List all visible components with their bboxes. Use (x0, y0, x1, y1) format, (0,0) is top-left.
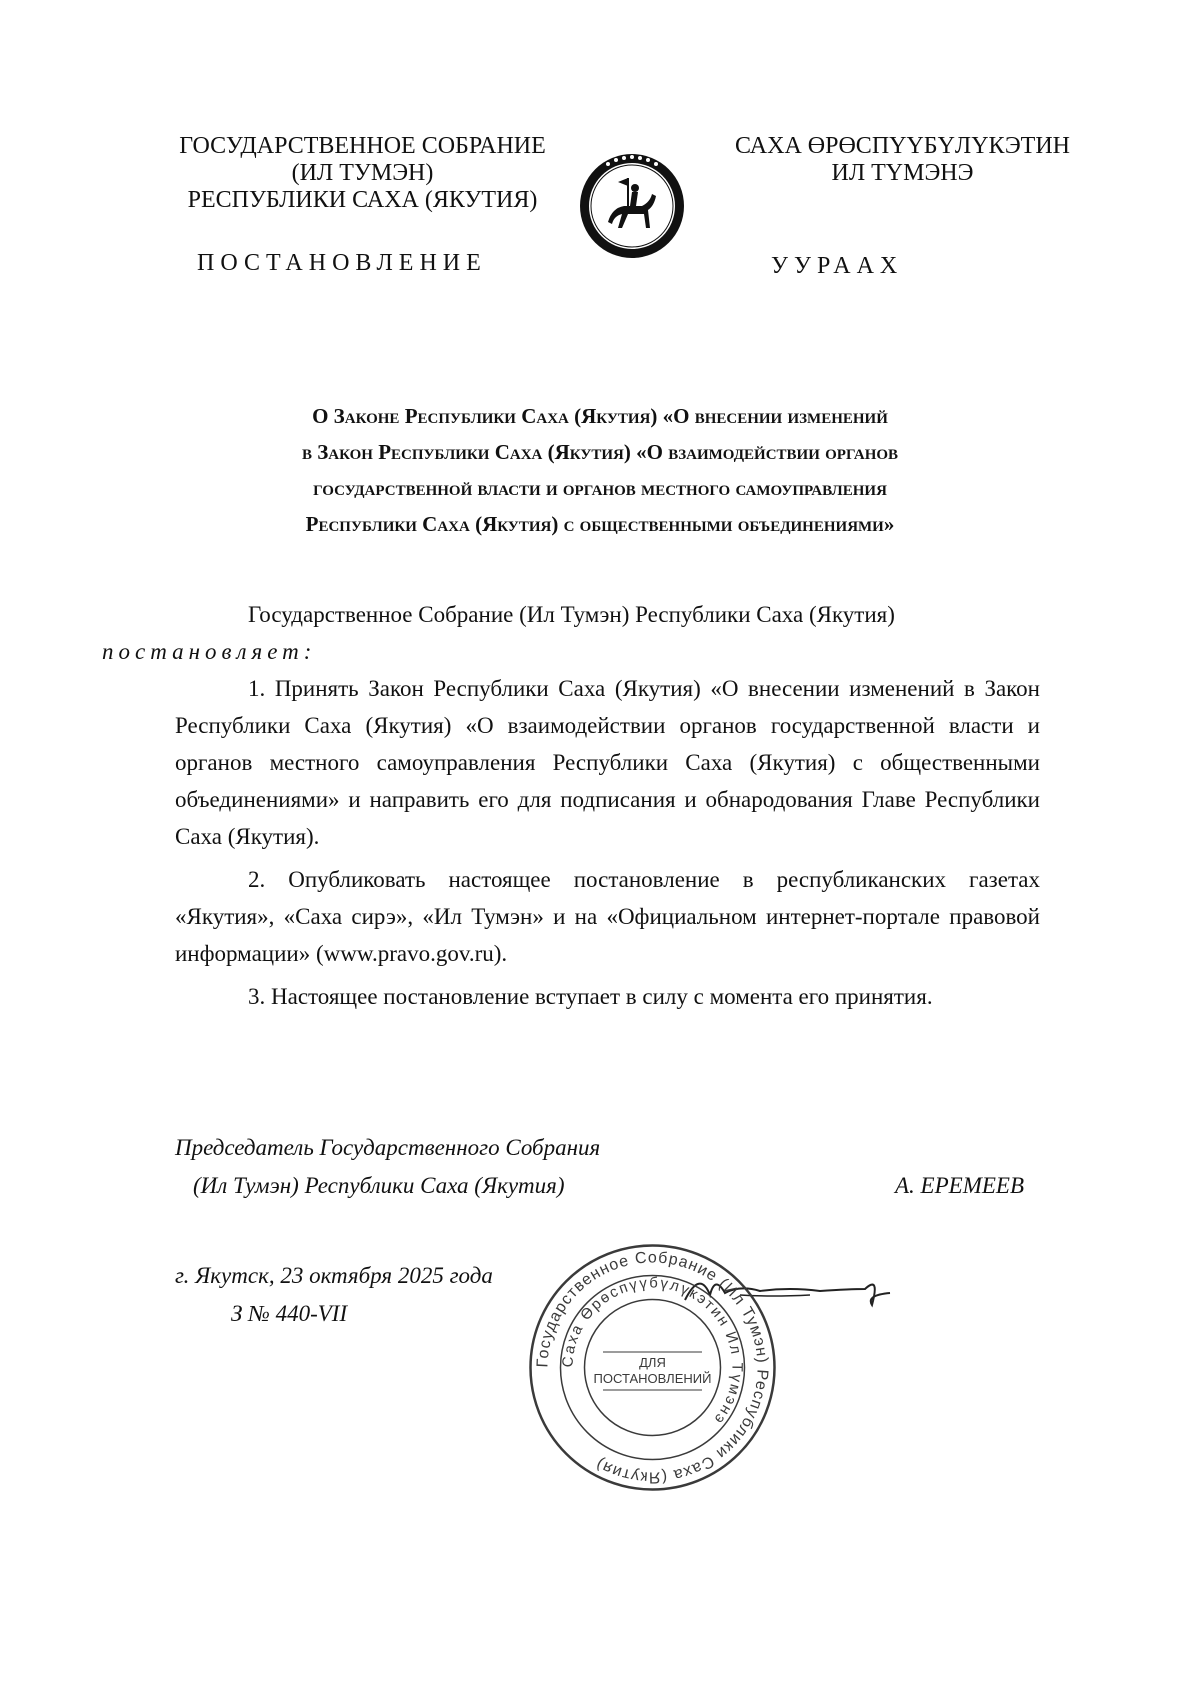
issuer-ru-line3: РЕСПУБЛИКИ САХА (ЯКУТИЯ) (187, 187, 538, 213)
stamp-inner-text: Саха Өрөспүүбүлүкэтин Ил Түмэнэ (559, 1274, 746, 1429)
signatory-position-line1: Председатель Государственного Собрания (175, 1135, 601, 1160)
title-line2: в Закон Республики Саха (Якутия) «О взаимодействии органов (301, 440, 899, 464)
stamp-center-line2: ПОСТАНОВЛЕНИЙ (593, 1371, 712, 1386)
document-title (200, 398, 1000, 542)
item-2: 2. Опубликовать настоящее постановление в республиканских газетах «Якутия», «Саха сирэ», «Ил Тумэн» и на «Официальном интернет-портале правовой информации» (www.pravo.gov.ru). (175, 867, 1040, 966)
issuer-sakha (715, 133, 1090, 187)
stamp-center-line1: ДЛЯ (639, 1355, 666, 1370)
issuer-ru-line1: ГОСУДАРСТВЕННОЕ СОБРАНИЕ (179, 133, 546, 159)
intro-paragraph (102, 596, 1040, 670)
resolves-text: постановляет: (102, 639, 317, 664)
official-stamp-icon (525, 1240, 780, 1495)
title-line3: государственной власти и органов местного самоуправления (313, 476, 887, 500)
title-line4: Республики Саха (Якутия) с общественными объединениями» (305, 512, 895, 536)
document-body (102, 596, 1040, 1015)
item-1: 1. Принять Закон Республики Саха (Якутия) «О внесении изменений в Закон Республики Саха (Якутия) «О взаимодействии органов государственной власти и органов местного самоуправления Республики Саха (Якутия) с общественными объединениями» и направить его для подписания и обнародования Главе Республики Саха (Якутия). (175, 676, 1040, 849)
item-3: 3. Настоящее постановление вступает в силу с момента его принятия. (248, 984, 933, 1009)
coat-of-arms-icon (578, 152, 686, 260)
place-date: г. Якутск, 23 октября 2025 года (175, 1263, 493, 1288)
doc-type-ru: ПОСТАНОВЛЕНИЕ (197, 250, 487, 276)
stamp-outer-text: Государственное Собрание (Ил Тумэн) Республики Саха (Якутия) (534, 1249, 771, 1486)
signatory-name: А. ЕРЕМЕЕВ (895, 1173, 1025, 1198)
document-number: З № 440-VII (231, 1301, 348, 1326)
intro-text: Государственное Собрание (Ил Тумэн) Республики Саха (Якутия) (248, 602, 895, 627)
issuer-sakha-line2: ИЛ ТҮМЭНЭ (831, 160, 974, 186)
issuer-ru-line2: (ИЛ ТУМЭН) (291, 160, 434, 186)
title-line1: О Законе Республики Саха (Якутия) «О внесении изменений (312, 404, 888, 428)
signatory-position-line2: (Ил Тумэн) Республики Саха (Якутия) (193, 1173, 565, 1198)
doc-type-sakha: УУРААХ (771, 253, 904, 279)
issuer-sakha-line1: САХА ӨРӨСПҮҮБҮЛҮКЭТИН (734, 133, 1070, 159)
issuer-ru (160, 133, 565, 214)
